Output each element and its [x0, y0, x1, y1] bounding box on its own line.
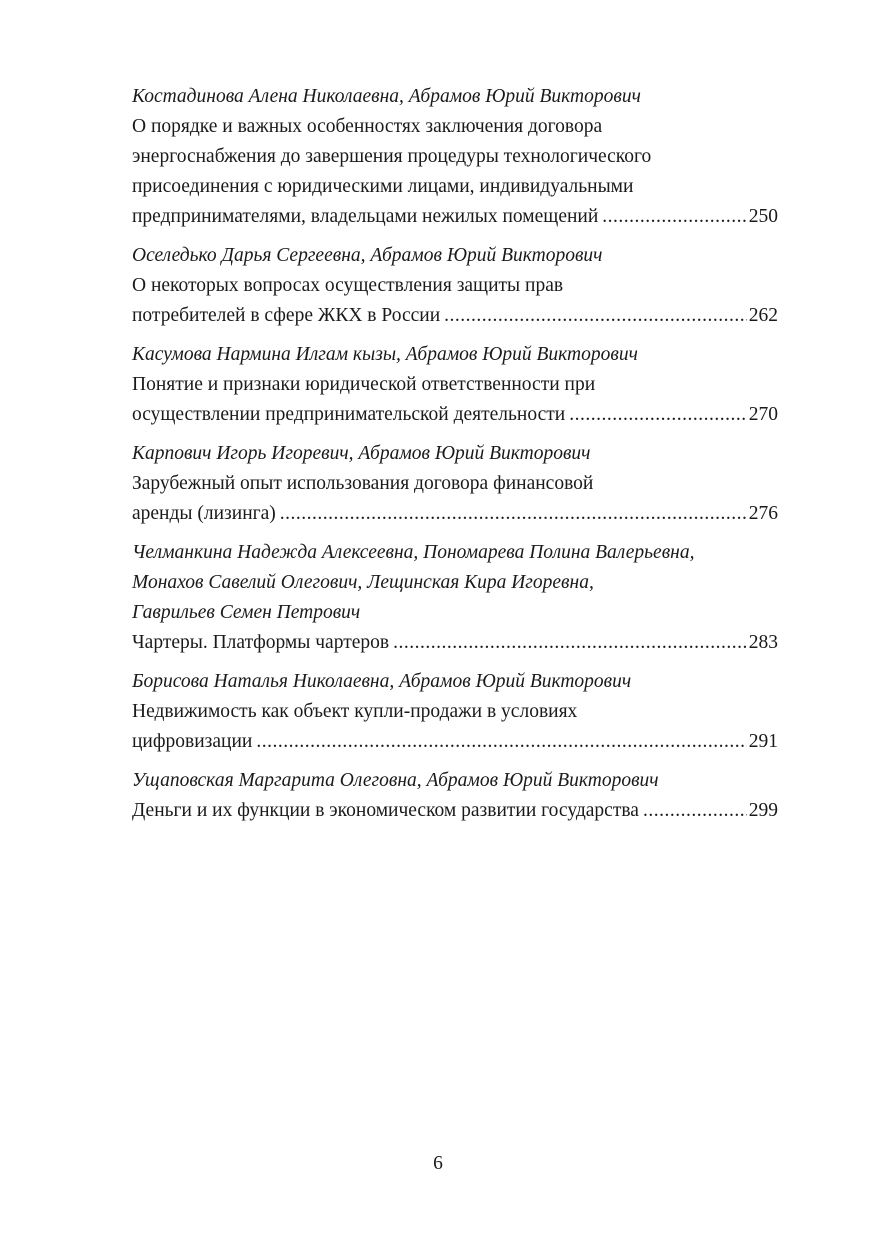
toc-entry[interactable]	[132, 766, 778, 826]
entry-authors: Касумова Нармина Илгам кызы, Абрамов Юрий Викторович	[132, 344, 638, 365]
entry-authors: Оселедько Дарья Сергеевна, Абрамов Юрий Викторович	[132, 245, 603, 266]
entry-page-number: 291	[748, 731, 778, 752]
dot-leader	[602, 202, 746, 232]
toc-entry[interactable]	[132, 241, 778, 331]
entry-authors: Карпович Игорь Игоревич, Абрамов Юрий Викторович	[132, 443, 591, 464]
entry-title-line: Зарубежный опыт использования договора финансовой	[132, 473, 594, 494]
toc-entry[interactable]	[132, 340, 778, 430]
entry-page-number: 270	[748, 404, 778, 425]
dot-leader	[569, 400, 747, 430]
entry-authors: Борисова Наталья Николаевна, Абрамов Юрий Викторович	[132, 671, 632, 692]
entry-title-end: Чартеры. Платформы чартеров	[132, 632, 390, 653]
entry-title-end: предпринимателями, владельцами нежилых помещений	[132, 206, 599, 227]
entry-title-line: Понятие и признаки юридической ответственности при	[132, 374, 596, 395]
entry-page-number: 250	[748, 206, 778, 227]
entry-last-line	[132, 796, 778, 826]
entry-title-end: цифровизации	[132, 731, 253, 752]
dot-leader	[256, 727, 746, 757]
entry-page-number: 283	[748, 632, 778, 653]
entry-authors: Гаврильев Семен Петрович	[132, 602, 361, 623]
table-of-contents	[132, 82, 778, 835]
entry-page-number: 299	[748, 800, 778, 821]
entry-title-end: потребителей в сфере ЖКХ в России	[132, 305, 441, 326]
dot-leader	[444, 301, 747, 331]
entry-title-line: энергоснабжения до завершения процедуры технологического	[132, 146, 652, 167]
dot-leader	[643, 796, 747, 826]
entry-page-number: 262	[748, 305, 778, 326]
entry-last-line	[132, 727, 778, 757]
entry-title-end: аренды (лизинга)	[132, 503, 276, 524]
entry-title-end: осуществлении предпринимательской деятельности	[132, 404, 566, 425]
toc-entry[interactable]	[132, 667, 778, 757]
entry-last-line	[132, 301, 778, 331]
entry-page-number: 276	[748, 503, 778, 524]
entry-title-line: О порядке и важных особенностях заключения договора	[132, 116, 603, 137]
entry-authors: Ущаповская Маргарита Олеговна, Абрамов Юрий Викторович	[132, 770, 659, 791]
entry-title-line: Недвижимость как объект купли-продажи в условиях	[132, 701, 578, 722]
entry-authors: Монахов Савелий Олегович, Лещинская Кира Игоревна,	[132, 572, 594, 593]
entry-authors: Челманкина Надежда Алексеевна, Пономарева Полина Валерьевна,	[132, 542, 695, 563]
dot-leader	[280, 499, 747, 529]
page-number: 6	[433, 1153, 443, 1174]
entry-title-line: присоединения с юридическими лицами, индивидуальными	[132, 176, 634, 197]
toc-entry[interactable]	[132, 538, 778, 658]
toc-entry[interactable]	[132, 439, 778, 529]
entry-authors: Костадинова Алена Николаевна, Абрамов Юрий Викторович	[132, 86, 641, 107]
toc-entry[interactable]	[132, 82, 778, 232]
entry-last-line	[132, 628, 778, 658]
dot-leader	[393, 628, 747, 658]
entry-last-line	[132, 202, 778, 232]
entry-title-line: О некоторых вопросах осуществления защиты прав	[132, 275, 564, 296]
entry-title-end: Деньги и их функции в экономическом развитии государства	[132, 800, 639, 821]
entry-last-line	[132, 499, 778, 529]
entry-last-line	[132, 400, 778, 430]
